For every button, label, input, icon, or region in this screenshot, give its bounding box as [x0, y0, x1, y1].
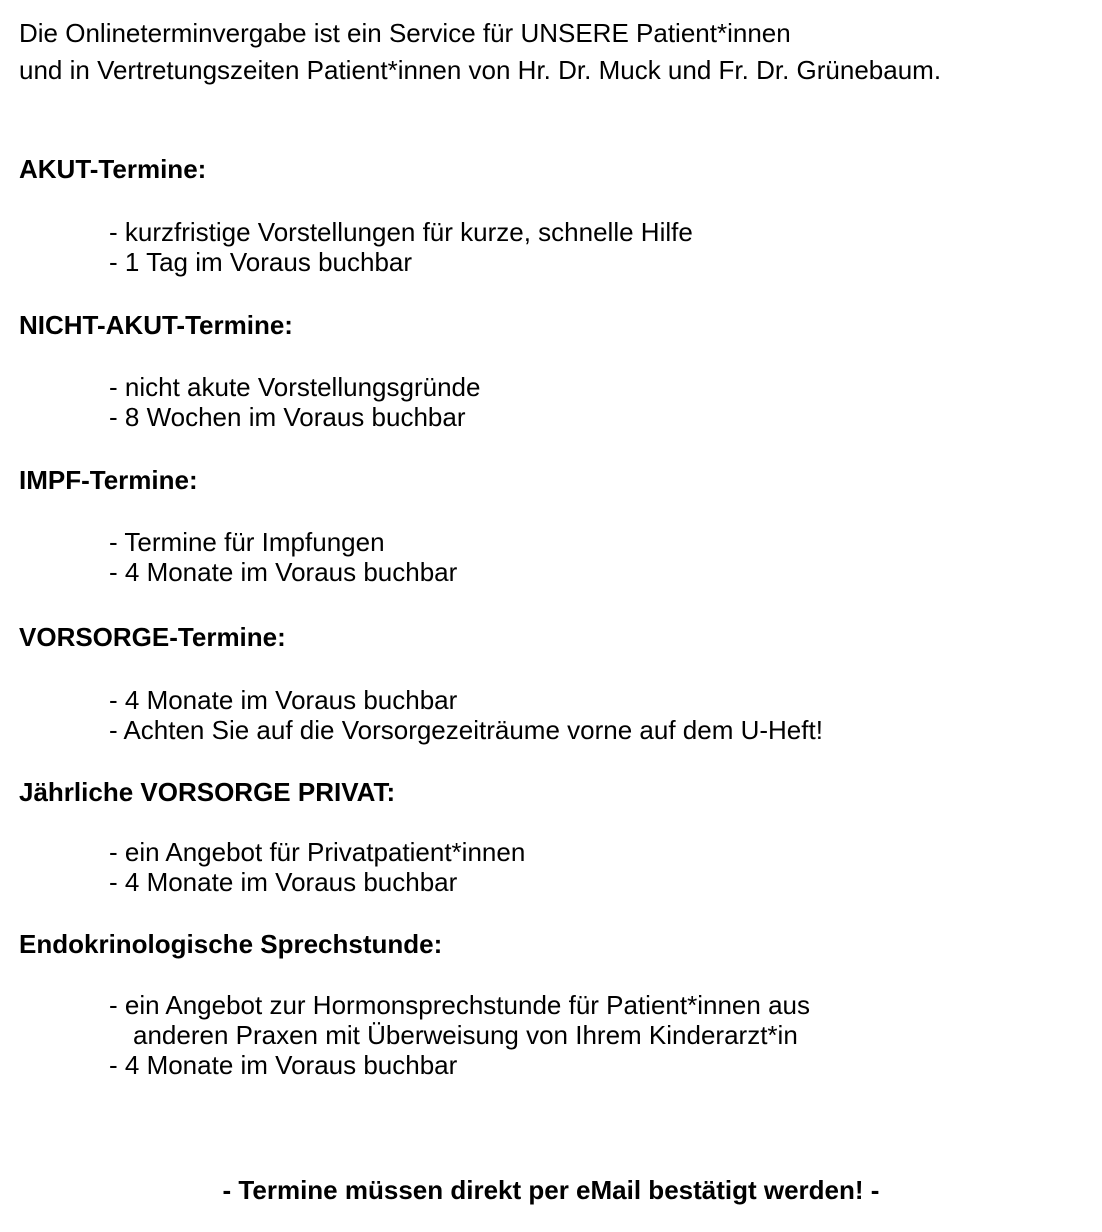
list-item: - Termine für Impfungen	[109, 527, 385, 557]
list-item: - 4 Monate im Voraus buchbar	[109, 685, 458, 715]
section-heading-endokrinologie: Endokrinologische Sprechstunde:	[19, 929, 443, 959]
section-heading-nicht-akut: NICHT-AKUT-Termine:	[19, 310, 293, 340]
confirmation-notice: - Termine müssen direkt per eMail bestätigt werden! -	[222, 1175, 880, 1205]
section-heading-akut: AKUT-Termine:	[19, 154, 207, 184]
list-item: - kurzfristige Vorstellungen für kurze, schnelle Hilfe	[109, 217, 693, 247]
list-item: - ein Angebot zur Hormonsprechstunde für Patient*innen aus	[109, 990, 810, 1020]
section-heading-vorsorge: VORSORGE-Termine:	[19, 622, 286, 652]
section-heading-vorsorge-privat: Jährliche VORSORGE PRIVAT:	[19, 777, 396, 807]
list-item: - 4 Monate im Voraus buchbar	[109, 1050, 458, 1080]
intro-line-2: und in Vertretungszeiten Patient*innen von Hr. Dr. Muck und Fr. Dr. Grünebaum.	[19, 55, 942, 85]
list-item: - Achten Sie auf die Vorsorgezeiträume vorne auf dem U-Heft!	[109, 715, 823, 745]
list-item: - 4 Monate im Voraus buchbar	[109, 557, 458, 587]
list-item: - ein Angebot für Privatpatient*innen	[109, 837, 526, 867]
list-item: - 1 Tag im Voraus buchbar	[109, 247, 413, 277]
list-item: - nicht akute Vorstellungsgründe	[109, 372, 481, 402]
list-item: - 4 Monate im Voraus buchbar	[109, 867, 458, 897]
list-item-continuation: anderen Praxen mit Überweisung von Ihrem Kinderarzt*in	[133, 1020, 798, 1050]
list-item: - 8 Wochen im Voraus buchbar	[109, 402, 466, 432]
section-heading-impf: IMPF-Termine:	[19, 465, 198, 495]
intro-line-1: Die Onlineterminvergabe ist ein Service für UNSERE Patient*innen	[19, 18, 791, 48]
